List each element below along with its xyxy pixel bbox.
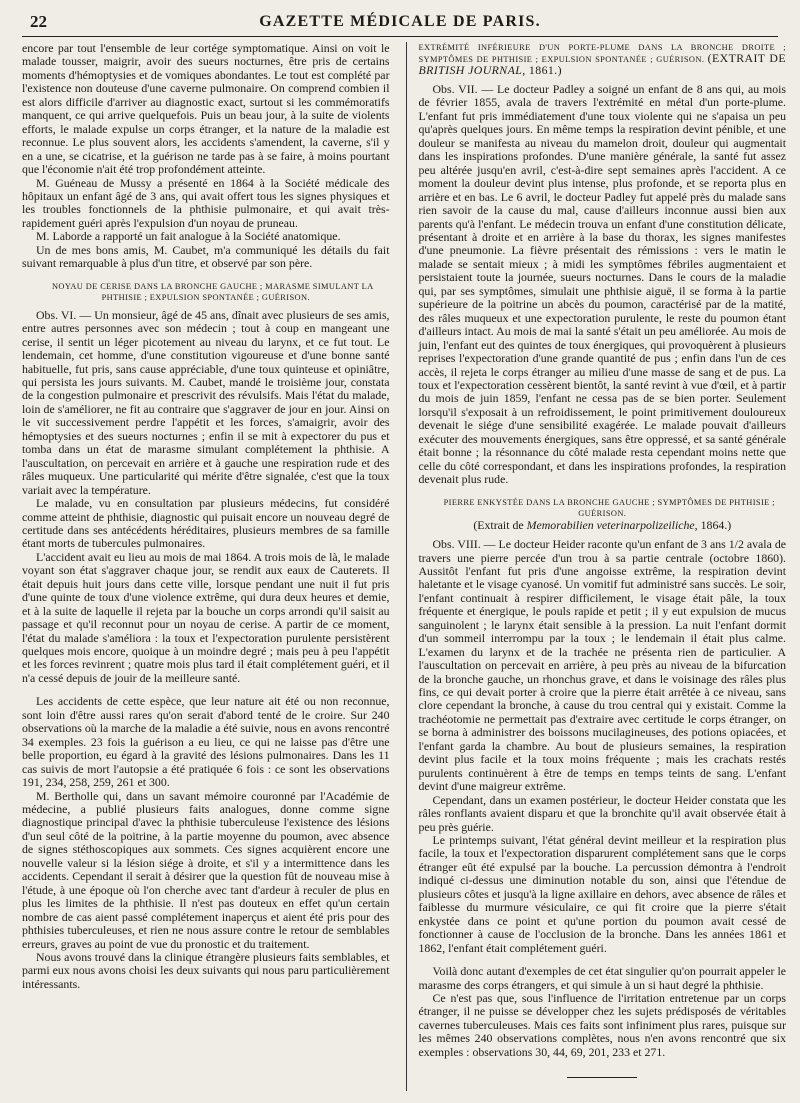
observation-paragraph: Obs. VIII. — Le docteur Heider raconte qu'un enfant de 3 ans 1/2 avala de travers une pierre percée d'un trou à sa partie centrale (octobre 1860). Aussitôt l'enfant fut pris d'une angoisse extrême, la respiration devint haletante et le visage cyanosé. Un vomitif fut administré sans succès. Le soir, l'enfant continuait à respirer difficilement, le visage était pâle, la toux fréquente et énergique, le pouls rapide et petit ; il y eut expulsion de mucus sanguinolent ; le larynx était sensible à la pression. La nuit l'enfant dormit d'un sommeil interrompu par la toux ; le lendemain il était plus calme. L'examen du larynx et de la trachée ne présenta rien de particulier. A l'auscultation on percevait en arrière, à peu près au niveau de la bifurcation de la bronche gauche, un rhonchus grave, et dans le voisinage des râles plus fins, ce qui devait porter à croire que la pierre était arrêtée à ce niveau, sans clore cependant la bronche, à cause du trou central qui y existait. Comme la trachéotomie ne permettait pas d'extraire avec certitude le corps étranger, on se borna à administrer des boissons mucilagineuses, des potions opiacées, et l'enfant garda la chambre. Au bout de plusieurs semaines, la respiration devint plus facile et la toux moins fréquente ; mais les crachats restés purulents continuèrent à être de temps en temps teints de sang. L'enfant devint d'une maigreur extrême.: [418, 537, 787, 794]
source-title: BRITISH JOURNAL: [418, 63, 523, 77]
source-suffix: , 1864.): [694, 517, 732, 532]
column-divider: [406, 42, 407, 1091]
paragraph: Cependant, dans un examen postérieur, le docteur Heider constata que les râles ronflants avaient disparu et que la bronchite qu'il avait observée était à peu près guérie.: [418, 792, 787, 834]
case-heading-text: EXTRÉMITÉ INFÉRIEURE D'UN PORTE-PLUME DANS LA BRONCHE DROITE ; SYMPTÔMES DE PHTHISIE ; EXPULSION SPONTANÉE ; GUÉRISON.: [418, 43, 787, 64]
paragraph: encore par tout l'ensemble de leur cortége symptomatique. Ainsi on voit le malade tousser, maigrir, avoir des sueurs nocturnes, être pris de certains moments d'hémoptysies et de vomiques abondantes. Le tout est complété par l'existence non douteuse d'une caverne pulmonaire. On comprend combien il est alors difficile d'arriver au diagnostic exact, surtout si les commémoratifs manquent, ce qui arrive quelquefois. Puis un beau jour, à la suite de violents efforts, le malade expulse un corps étranger, et la nature de la maladie est reconnue. Le plus souvent alors, les accidents s'amendent, la caverne, s'il y en a une, se cicatrise, et la guérison ne tarde pas à se faire, à moins pourtant que l'économie n'ait été trop profondément atteinte.: [22, 42, 390, 177]
source-prefix: (EXTRAIT DE: [707, 51, 786, 65]
case-heading: [419, 42, 787, 77]
paragraph: Un de mes bons amis, M. Caubet, m'a communiqué les détails du fait suivant remarquable à plus d'un titre, et observé par son père.: [22, 242, 390, 271]
right-column: [413, 42, 787, 1091]
section-end-rule: [567, 1077, 637, 1078]
paragraph: M. Guéneau de Mussy a présenté en 1864 à la Société médicale des hôpitaux un enfant âgé de 3 ans, qui avait offert tous les signes physiques et les troubles fonctionnels de la phthisie pulmonaire, et qui avait très-rapidement guéri après l'expulsion d'un noyau de pruneau.: [22, 175, 390, 230]
case-heading: PIERRE ENKYSTÉE DANS LA BRONCHE GAUCHE ; SYMPTÔMES DE PHTHISIE ; GUÉRISON.: [443, 497, 775, 518]
case-heading: NOYAU DE CERISE DANS LA BRONCHE GAUCHE ; MARASME SIMULANT LA PHTHISIE ; EXPULSION SPONTANÉE ; GUÉRISON.: [51, 281, 374, 302]
paragraph: L'accident avait eu lieu au mois de mai 1864. A trois mois de là, le malade voyant son état s'aggraver chaque jour, se rendit aux eaux de Cauterets. Il était depuis huit jours dans cette ville, lorsque pendant une nuit il fut pris d'une quinte de toux d'une violence extrême, qui dura deux heures et demie, et à la suite de laquelle il rejeta par la bouche un corps arrondi qu'il saisit au passage et qu'il reconnut pour un noyau de cerise. A partir de ce moment, l'état du malade s'améliora : la toux et l'expectoration purulente persistèrent quelques mois encore, quoique à un moindre degré ; mais peu à peu l'appétit et les forces revinrent ; quatre mois plus tard il était complétement guéri, et il n'a cessé depuis de jouir de la meilleure santé.: [22, 549, 390, 685]
observation-paragraph: Obs. VII. — Le docteur Padley a soigné un enfant de 8 ans qui, au mois de février 1855, avala de travers l'extrémité en métal d'un porte-plume. L'enfant fut pris immédiatement d'une toux violente qui ne s'apaisa un peu qu'après quelques jours. En même temps la respiration devint pénible, et une douleur se manifesta au niveau du mamelon droit, douleur qui augmentait dans les inspirations profondes. D'une manière générale, la santé fut assez peu altérée jusqu'en avril, c'est-à-dire sept semaines après l'accident. A ce moment la douleur devint plus intense, plus profonde, et se reporta plus en arrière et en bas. Le 6 avril, le docteur Padley fut appelé près du malade sans rien savoir de la cause du mal, cause d'ailleurs inconnue aussi bien aux parents qu'à l'enfant. Le médecin trouva un enfant d'une constitution délicate, présentant à droite et en arrière à la base du thorax, les signes manifestes d'une pneumonie. La fièvre présentait des rémissions : vers le matin le malade se sentait mieux ; à midi les symptômes fébriles augmentaient et persistaient toute la journée, sueurs nocturnes. Dans le cours de la maladie qui, par ses symptômes, simulait une phthisie aiguë, il se forma à la partie supérieure de la poitrine un abcès du poumon, caractérisé par de la matité, des râles muqueux et une expectoration purulente, le reste du poumon étant d'ailleurs intact. Au mois de mai la santé s'était un peu améliorée. Au mois de juin, l'enfant eut des quintes de toux énergiques, qui provoquèrent à plusieurs reprises l'expectoration d'une grande quantité de pus ; enfin dans l'un de ces accès, il rejeta le corps étranger au milieu d'une masse de sang et de pus. La toux et l'expectoration cessèrent bientôt, la santé revint à vue d'œil, et à partir du mois de juin 1859, l'enfant ne cessa pas de se bien porter. Seulement lorsqu'il s'exposait à un refroidissement, le point primitivement douloureux devenait le siége d'une sensibilité exagérée. Le malade pouvait d'ailleurs exécuter des mouvements énergiques, sans être oppressé, et sa santé générale était bonne ; la résonnance du côté malade resta cependant moins nette que celle du côté correspondant, et dans les inspirations profondes, la respiration devenait plus rude.: [418, 82, 787, 487]
source-title: Memorabilien veterinarpolizeiliche: [526, 517, 695, 532]
paragraph: Le printemps suivant, l'état général devint meilleur et la respiration plus facile, la toux et l'expectoration disparurent complétement sans que le corps étranger eût été expulsé par la bouche. La percussion démontra à l'endroit indiqué ci-dessus une diminution notable du son, ainsi que l'étendue de plusieurs côtes et jusqu'à la ligne axillaire en dehors, avec absence de râles et faiblesse du murmure vésiculaire, ce qui fit croire que la pierre s'était enkystée dans ce point et qu'une portion du poumon avait cessé de fonctionner à cause de l'occlusion de la bronche. Dans les années 1861 et 1862, l'enfant était complétement guéri.: [418, 833, 787, 955]
paragraph: Les accidents de cette espèce, que leur nature ait été ou non reconnue, sont loin d'être aussi rares qu'on serait d'abord tenté de le croire. Sur 240 observations où la marche de la maladie a été suivie, nous en avons rencontré 34 exemples. 23 fois la guérison a eu lieu, ce qui ne laisse pas d'être une belle proportion, eu égard à la gravité des lésions pulmonaires. Dans les 11 cas suivis de mort l'autopsie a été pratiquée 6 fois : ce sont les observations 191, 234, 258, 259, 261 et 300.: [22, 694, 390, 790]
observation-paragraph: Obs. VI. — Un monsieur, âgé de 45 ans, dînait avec plusieurs de ses amis, entre autres personnes avec son médecin ; tout à coup en mangeant une cerise, il sentit un léger picotement au niveau du larynx, et ce fut tout. Le lendemain, cet homme, d'une constitution vigoureuse et d'une bonne santé habituelle, fut pris, sans cause appréciable, d'une toux quinteuse et opiniâtre, qui persista les jours suivants. M. Caubet, mandé le troisième jour, constata de la congestion pulmonaire et prescrivit des révulsifs. Mais l'état du malade, loin de s'améliorer, ne fit au contraire que s'aggraver de jour en jour. Ainsi on le vit successivement perdre l'appétit et les forces, s'amaigrir, avoir des hémoptysies et des sueurs nocturnes ; enfin il se mit à expectorer du pus et tomba dans un état de marasme simulant complétement la phthisie. A l'auscultation, on percevait en arrière et à gauche une respiration rude et des râles muqueux. Une particularité qui mérite d'être signalée, c'est que la toux variait avec la température.: [22, 307, 390, 497]
source-prefix: (Extrait de: [473, 517, 527, 532]
paragraph: Ce n'est pas que, sous l'influence de l'irritation entretenue par un corps étranger, il ne puisse se développer chez les sujets prédisposés de véritables cavernes tuberculeuses. Mais ces faits sont infiniment plus rares, puisque sur les mêmes 240 observations complètes, nous n'en avons rencontré que six exemples : observations 30, 44, 69, 201, 233 et 271.: [418, 991, 787, 1059]
source-suffix: , 1861.): [522, 63, 562, 77]
paragraph: Le malade, vu en consultation par plusieurs médecins, fut considéré comme atteint de phthisie, diagnostic qui puisait encore un nouveau degré de certitude dans ses antécédents héréditaires, plusieurs membres de sa famille étant morts de tubercules pulmonaires.: [22, 496, 390, 551]
paragraph: M. Laborde a rapporté un fait analogue à la Société anatomique.: [36, 229, 341, 244]
paragraph: M. Bertholle qui, dans un savant mémoire couronné par l'Académie de médecine, a publié plusieurs faits analogues, donne comme signe diagnostique principal d'avec la phthisie tuberculeuse l'existence des lésions d'un seul côté de la poitrine, à la partie moyenne du poumon, avec absence de signes stéthoscopiques aux sommets. Ces signes acquièrent encore une nouvelle valeur si la lésion siége à droite, et s'il y a intermittence dans les accidents. Cependant il serait à désirer que la question fût de nouveau mise à l'étude, à une époque où l'on cherche avec tant d'ardeur à reculer de plus en plus les limites de la phthisie. Il n'est pas douteux en effet qu'un certain nombre de cas aient passé complétement inaperçus et aient été pris pour des phthisies tuberculeuses, et rien ne nous assure contre le retour de semblables erreurs, graves au point de vue du pronostic et du traitement.: [22, 788, 390, 951]
paragraph: Nous avons trouvé dans la clinique étrangère plusieurs faits semblables, et parmi eux nous avons choisi les deux suivants qui nous paru particulièrement intéressants.: [22, 950, 390, 991]
page-header: [22, 10, 778, 37]
page-number: 22: [30, 12, 47, 31]
journal-title: GAZETTE MÉDICALE DE PARIS.: [259, 13, 541, 30]
paragraph: Voilà donc autant d'exemples de cet état singulier qu'on pourrait appeler le marasme des corps étrangers, et qui simule à un si haut degré la phthisie.: [418, 964, 787, 992]
left-column: [22, 42, 400, 1091]
case-source: [419, 519, 787, 532]
two-column-body: [22, 42, 786, 1091]
